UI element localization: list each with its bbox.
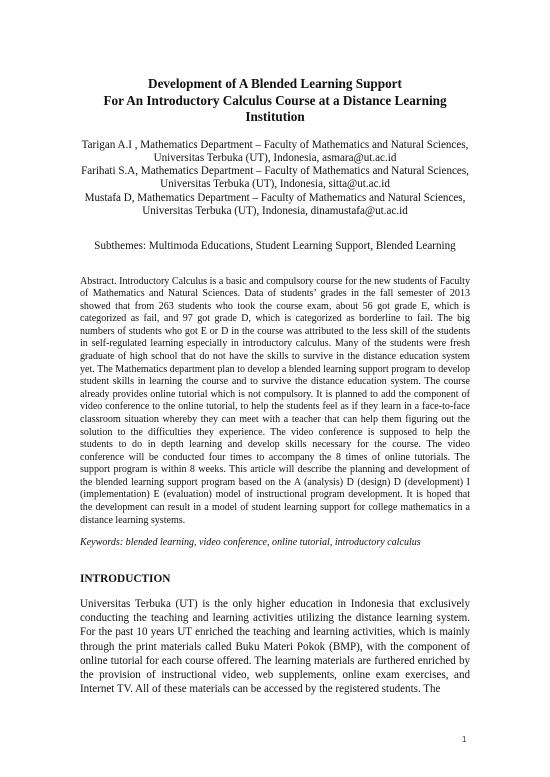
author-line: Farihati S.A, Mathematics Department – Faculty of Mathematics and Natural Sciences, <box>81 165 469 178</box>
page-number: 1 <box>462 735 467 744</box>
subthemes: Subthemes: Multimoda Educations, Student Learning Support, Blended Learning <box>94 240 456 253</box>
section-heading-introduction: INTRODUCTION <box>80 572 171 585</box>
introduction-paragraph: Universitas Terbuka (UT) is the only higher education in Indonesia that exclusively conducting the teaching and learning activities utilizing the distance learning system. For the past 10 years UT enriched the teaching and learning activities, which is mainly through the print materials called Buku Materi Pokok (BMP), with the component of online tutorial for each course offered. The learning materials are furthered enriched by the provision of instructional video, web supplements, online exam exercises, and Internet TV. All of these materials can be accessed by the registered students. The <box>80 597 470 696</box>
title-line: For An Introductory Calculus Course at a Distance Learning <box>103 92 447 108</box>
paper-title <box>80 76 470 126</box>
author-line: Tarigan A.I , Mathematics Department – Faculty of Mathematics and Natural Sciences, <box>81 138 469 151</box>
abstract: Abstract. Introductory Calculus is a basic and compulsory course for the new students of Faculty of Mathematics and Natural Sciences. Data of students’ grades in the fall semester of 2013 showed that from 263 students who took the course exam, about 56 got grade E, which is categorized as fail, and 97 got grade D, which is categorized as borderline to fail. The big numbers of students who got E or D in the course was attributed to the less skill of the students in self-regulated learning especially in introductory calculus. Many of the students were fresh graduate of high school that do not have the skills to survive in the distance education system yet. The Mathematics department plan to develop a blended learning support program to develop student skills in learning the course and to survive the distance education system. The course already provides online tutorial which is not compulsory. It is planned to add the component of video conference to the online tutorial, to help the students feel as if they learn in a face-to-face classroom situation whereby they can meet with a teacher that can help them figuring out the solution to the difficulties they experience. The video conference is supposed to help the students to do in depth learning and develop skills necessary for the course. The video conference will be conducted four times to accompany the 8 times of online tutorials. The support program is within 8 weeks. This article will describe the planning and development of the blended learning support program based on the A (analysis) D (design) D (development) I (implementation) E (evaluation) model of instructional program development. It is hoped that the development can result in a model of student learning support for college mathematics in a distance learning systems. <box>80 275 470 526</box>
author-line: Mustafa D, Mathematics Department – Faculty of Mathematics and Natural Sciences, <box>84 191 466 204</box>
title-line: Institution <box>245 109 305 124</box>
keywords: Keywords: blended learning, video conference, online tutorial, introductory calculus <box>80 537 421 549</box>
author-list <box>80 139 470 219</box>
page-content <box>80 76 470 708</box>
author-affiliation-line: Universitas Terbuka (UT), Indonesia, dinamustafa@ut.ac.id <box>142 204 408 217</box>
author-affiliation-line: Universitas Terbuka (UT), Indonesia, sitta@ut.ac.id <box>160 178 390 191</box>
author-affiliation-line: Universitas Terbuka (UT), Indonesia, asmara@ut.ac.id <box>153 151 397 164</box>
title-line: Development of A Blended Learning Support <box>148 76 402 91</box>
